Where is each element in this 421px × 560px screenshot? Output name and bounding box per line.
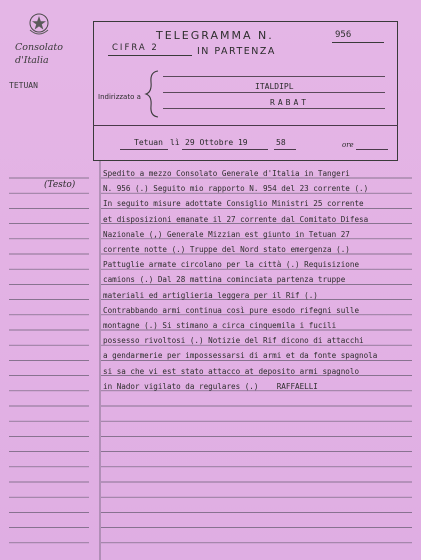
message-line: camions (.) Dal 28 mattina cominciata partenza truppe bbox=[103, 275, 346, 285]
message-line: Contrabbando armi continua così pure esodo rifegni sulle bbox=[103, 305, 360, 315]
text-label: (Testo) bbox=[44, 180, 76, 190]
message-line: a gendarmerie per impossessarsi di armi et da fonte spagnola bbox=[103, 351, 378, 361]
message-line: Nazionale (,) Generale Mizzian est giunto in Tetuan 27 bbox=[103, 229, 350, 239]
year: 58 bbox=[276, 138, 286, 147]
cifra-label: CIFRA 2 bbox=[112, 43, 159, 53]
sender-office bbox=[15, 41, 63, 67]
time-underline bbox=[356, 149, 388, 150]
message-line: In seguito misure adottate Consiglio Ministri 25 corrente bbox=[103, 199, 364, 209]
telegram-title: TELEGRAMMA N. bbox=[156, 29, 274, 42]
message-line: possesso rivoltosi (.) Notizie del Rif dicono di attacchi bbox=[103, 336, 364, 346]
addressed-label: Indirizzato a bbox=[98, 93, 141, 101]
office-name: Consolato bbox=[15, 42, 63, 53]
date-underline bbox=[182, 149, 268, 150]
message-body bbox=[103, 166, 377, 394]
year-underline bbox=[274, 149, 296, 150]
address-line bbox=[163, 76, 385, 77]
address-line bbox=[163, 92, 385, 93]
message-line: Spedito a mezzo Consolato Generale d'Italia in Tangeri bbox=[103, 169, 350, 178]
brace-icon bbox=[144, 70, 160, 118]
place: Tetuan bbox=[134, 138, 163, 147]
recipient-line-1: ITALDIPL bbox=[255, 82, 294, 91]
recipient-line-2: RABAT bbox=[270, 98, 310, 107]
direction-label: IN PARTENZA bbox=[197, 46, 276, 57]
message-line: corrente notte (.) Truppe del Nord stato emergenza (.) bbox=[103, 245, 350, 255]
message-line: et disposizioni emanate il 27 corrente dal Comitato Difesa bbox=[103, 214, 369, 224]
telegram-number: 956 bbox=[335, 30, 352, 40]
day-prefix: lì bbox=[170, 138, 180, 147]
message-line: materiali ed artiglieria leggera per il Rif (.) bbox=[103, 290, 318, 300]
address-line bbox=[163, 108, 385, 109]
message-line: in Nador vigilato da regulares (.) RAFFAELLI bbox=[103, 381, 318, 391]
message-line: montagne (.) Si stimano a circa cinquemila i fucili bbox=[103, 321, 337, 331]
message-line: N. 956 (.) Seguito mio rapporto N. 954 del 23 corrente (.) bbox=[103, 184, 369, 194]
place-underline bbox=[120, 149, 168, 150]
message-line: Pattuglie armate circolano per la città (.) Requisizione bbox=[103, 260, 360, 270]
time-label: ore bbox=[342, 141, 354, 149]
message-line: si sa che vi est stato attacco at deposito armi spagnolo bbox=[103, 366, 360, 376]
sender-city: TETUAN bbox=[9, 81, 38, 90]
republic-emblem-icon bbox=[27, 10, 51, 38]
header-separator bbox=[93, 125, 398, 126]
date: 29 Ottobre 19 bbox=[185, 138, 248, 147]
number-underline bbox=[332, 42, 384, 43]
cifra-underline bbox=[108, 55, 192, 56]
office-country: d'Italia bbox=[15, 55, 49, 66]
